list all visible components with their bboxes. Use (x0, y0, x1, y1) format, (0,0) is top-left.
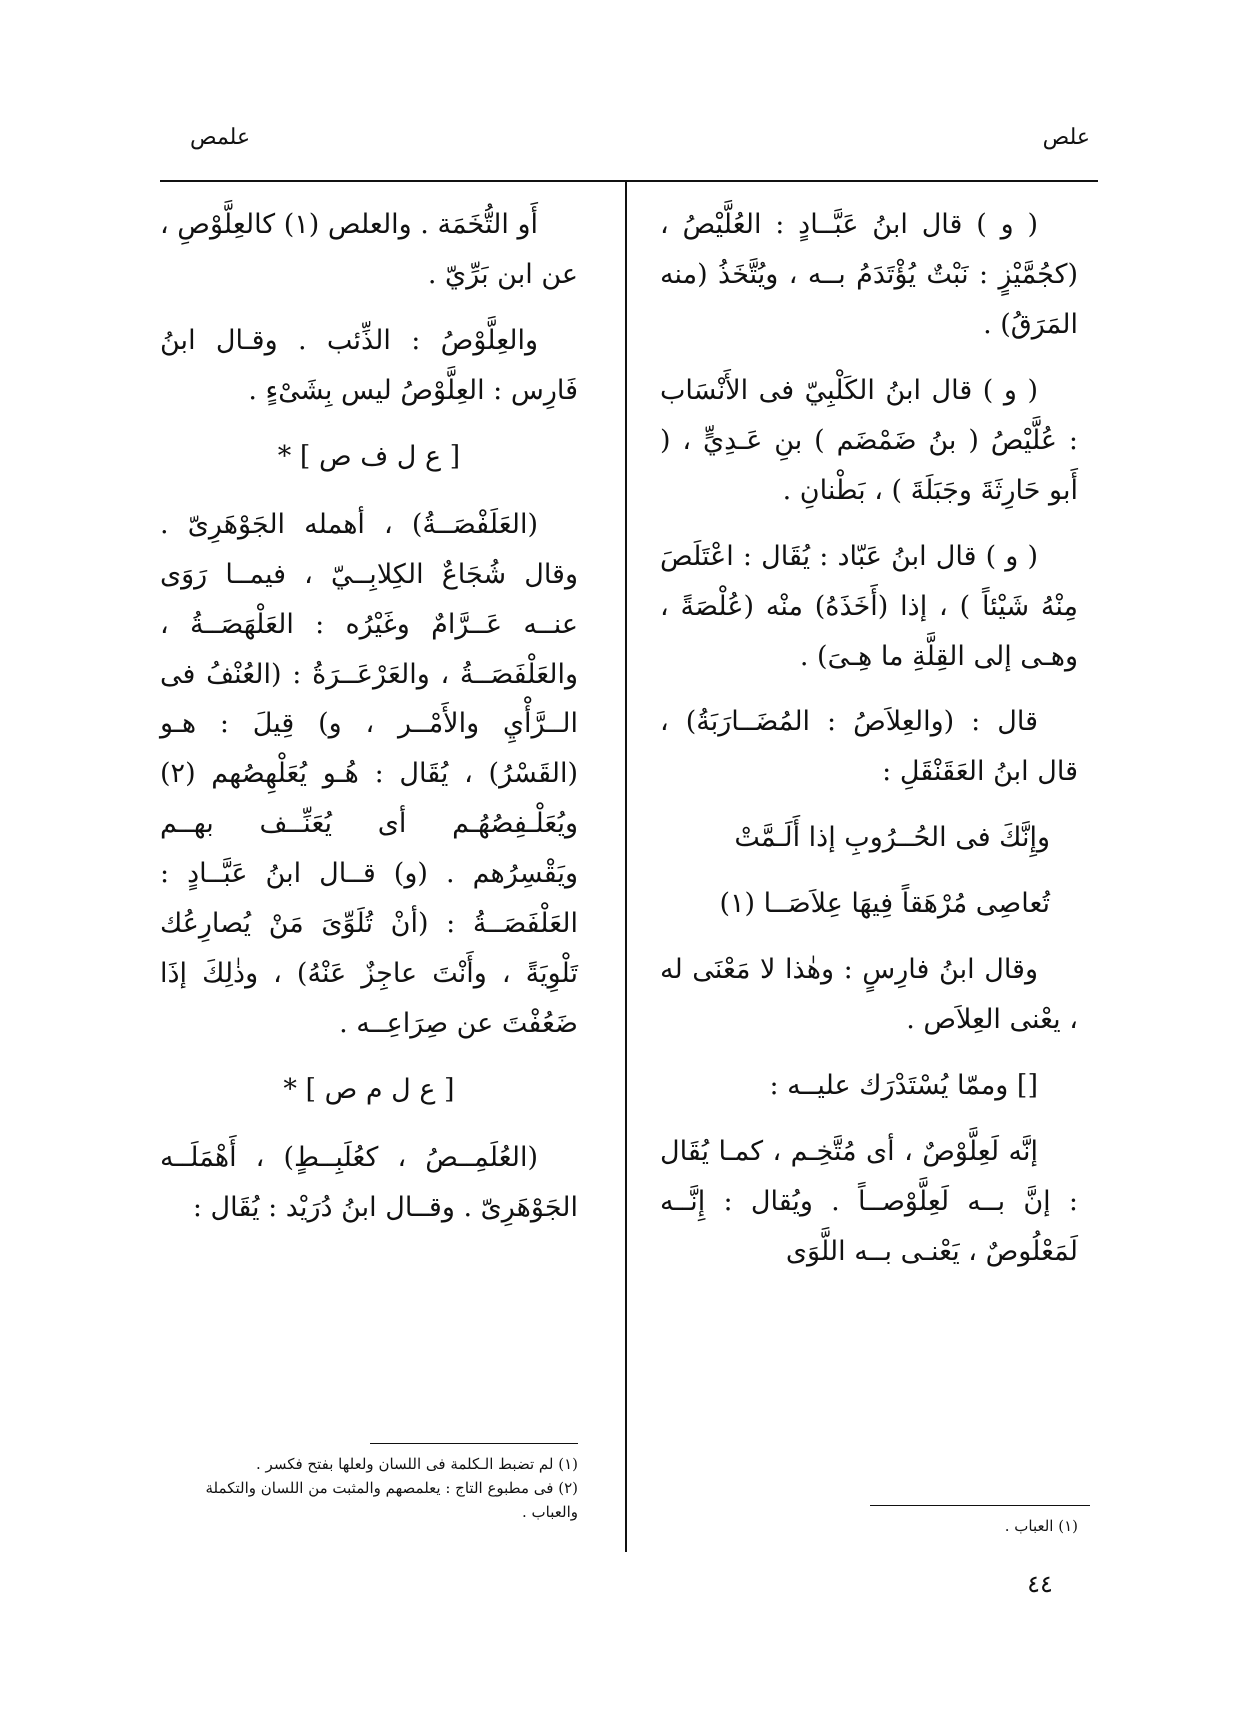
footnotes-right (660, 1514, 1078, 1538)
header-rule (160, 180, 1098, 182)
right-column (660, 200, 1078, 1293)
footnote: (١) العباب . (1004, 1517, 1078, 1535)
entry-paragraph: والعِلَّوْصُ : الذِّئب . وقـال ابنُ فَارِس : العِلَّوْصُ ليس بِشَىْءٍ . (160, 324, 578, 406)
root-heading: [ ع ل م ص ] * (283, 1074, 455, 1105)
column-divider (625, 182, 627, 1552)
entry-paragraph: (العُلَمِــصُ ، كعُلَبِــطٍ) ، أَهْمَلَــه الجَوْهَرِىّ . وقــال ابنُ دُرَيْد : يُقَال : (160, 1141, 578, 1223)
entry-paragraph: وقال ابنُ فارِسٍ : وهٰذا لا مَعْنَى له ، يعْنى العِلاَص . (660, 954, 1078, 1036)
entry-paragraph: إنَّه لَعِلَّوْصٌ ، أى مُتَّخِـم ، كمـا يُقَال : إنَّ بــه لَعِلَّوْصــاً . ويُقال : إِنَّــه لَمَعْلُوصٌ ، يَعْنـى بــه اللَّوَى (660, 1136, 1078, 1267)
entry-paragraph: (العَلَفْصَــةُ) ، أهمله الجَوْهَرِىّ . وقال شُجَاعٌ الكِلابِــيّ ، فيمــا رَوَى عنــه عَــرَّامٌ وغَيْرُه : العَلْهَصَــةُ ، والعَلْفَصَــةُ ، والعَرْعَــرَةُ : (العُنْفُ فى الــرَّأْيِ والأَمْــر ، و) قِيلَ : هـو (القَسْرُ) ، يُقَال : هُـو يُعَلْهِصُهم (٢) ويُعَلْـفِصُهُـم أى يُعَنِّــف بهــم ويَقْسِرُهم . (و) قــال ابنُ عَبَّــادٍ : العَلْفَصَــةُ : (أنْ تُلَوِّىَ مَنْ يُصارِعُك تَلْوِيَةً ، وأَنْتَ عاجِزٌ عَنْهُ) ، وذٰلِكَ إذَا ضَعُفْتَ عن صِرَاعِــه . (160, 508, 578, 1040)
entry-paragraph: ( و ) قال ابنُ عَبّاد : يُقَال : اعْتَلَصَ مِنْهُ شَيْئاً ) ، إذا (أَخَذَهُ) منْه (عُلْصَةً ، وهـى إلى القِلَّةِ ما هِـىَ) . (660, 540, 1078, 672)
verse-line: تُعاصِى مُرْهَقاً فِيهَا عِلاَصَــا (١) (719, 888, 1050, 920)
entry-paragraph: أَو التُّخَمَة . والعلص (١) كالعِلَّوْصِ ، عن ابن بَرِّيّ . (160, 209, 578, 290)
footnote-rule-right (870, 1505, 1090, 1506)
footnote-rule-left (370, 1443, 578, 1444)
entry-paragraph: قال : (والعِلاَصُ : المُضَــارَبَةُ) ، قال ابنُ العَقَنْقَلِ : (660, 706, 1078, 788)
entry-paragraph: [] وممّا يُسْتَدْرَك عليــه : (769, 1070, 1038, 1102)
verse-line: وإِنَّكَ فى الحُــرُوبِ إذا أَلَـمَّتْ (734, 822, 1050, 854)
footnote: (١) لم تضبط الـكلمة فى اللسان ولعلها بفتح فكسر . (256, 1455, 578, 1473)
running-head-left: علمص (190, 125, 251, 150)
root-heading: [ ع ل ف ص ] * (277, 440, 461, 472)
left-column (160, 200, 578, 1249)
entry-paragraph: ( و ) قال ابنُ الكَلْبِيّ فى الأَنْسَاب : عُلَّيْصُ ( بنُ ضَمْضَم ) بنِ عَـدِيٍّ ، ( أَبو حَارِثَةَ وجَبَلَةَ ) ، بَطْنانِ . (660, 374, 1078, 506)
running-head-right: علص (1042, 125, 1090, 150)
footnote: (٢) فى مطبوع التاج : يعلمصهم والمثبت من اللسان والتكملة والعباب . (205, 1479, 578, 1521)
page-number: ٤٤ (1027, 1570, 1053, 1598)
entry-paragraph: ( و ) قال ابنُ عَبَّــادٍ : العُلَّيْصُ ، (كجُمَّيْزٍ : نَبْتٌ يُؤْتَدَمُ بــه ، ويُتَّخَذُ (منه المَرَقُ) . (660, 209, 1078, 340)
footnotes-left (160, 1452, 578, 1524)
